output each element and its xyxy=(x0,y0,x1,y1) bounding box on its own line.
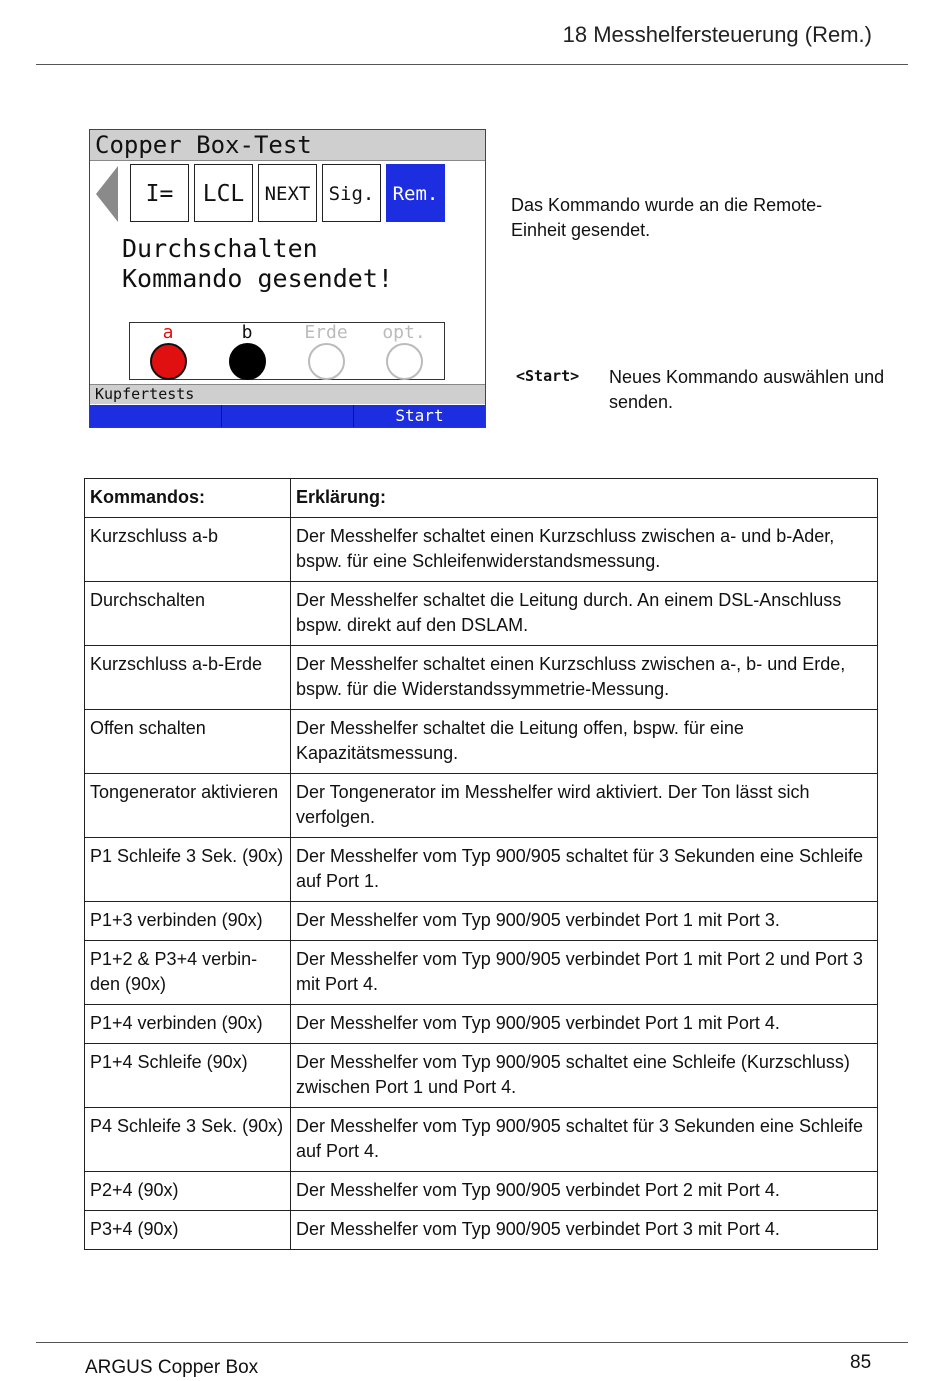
commands-table xyxy=(84,478,878,1250)
command-cell: P1+4 verbinden (90x) xyxy=(85,1005,291,1044)
footer-rule xyxy=(36,1342,908,1343)
wire-status-box xyxy=(129,322,445,380)
table-row xyxy=(85,1108,878,1172)
wire-opt xyxy=(379,323,429,380)
fkey-1[interactable] xyxy=(90,405,222,427)
explanation-cell: Der Messhelfer vom Typ 900/905 schaltet eine Schleife (Kurzschluss) zwischen Port 1 und Port 4. xyxy=(291,1044,878,1108)
explanation-cell: Der Messhelfer schaltet einen Kurzschluss zwischen a-, b- und Erde, bspw. für die Widerstandssymmetrie-Messung. xyxy=(291,646,878,710)
table-row xyxy=(85,902,878,941)
fkey-2[interactable] xyxy=(222,405,354,427)
wire-b-dot-icon xyxy=(229,343,266,380)
softkey-next[interactable]: NEXT xyxy=(258,164,317,222)
table-row xyxy=(85,774,878,838)
wire-opt-label: opt. xyxy=(382,322,426,343)
wire-a-label: a xyxy=(162,322,174,343)
wire-erde-label: Erde xyxy=(304,322,348,343)
wire-erde-dot-icon xyxy=(308,343,345,380)
message-line-2: Kommando gesendet! xyxy=(122,264,393,293)
table-row xyxy=(85,1005,878,1044)
start-key-label: <Start> xyxy=(516,367,580,385)
table-row xyxy=(85,582,878,646)
header-commands: Kommandos: xyxy=(85,479,291,518)
explanation-cell: Der Messhelfer vom Typ 900/905 verbindet Port 1 mit Port 2 und Port 3 mit Port 4. xyxy=(291,941,878,1005)
fkey-start[interactable]: Start xyxy=(395,406,444,425)
page-number: 85 xyxy=(850,1352,872,1373)
explanation-cell: Der Messhelfer vom Typ 900/905 schaltet für 3 Sekunden eine Schleife auf Port 1. xyxy=(291,838,878,902)
command-cell: P1 Schleife 3 Sek. (90x) xyxy=(85,838,291,902)
softkey-lcl[interactable]: LCL xyxy=(194,164,253,222)
explanation-cell: Der Messhelfer vom Typ 900/905 schaltet für 3 Sekunden eine Schleife auf Port 4. xyxy=(291,1108,878,1172)
explanation-cell: Der Tongenerator im Messhelfer wird aktiviert. Der Ton lässt sich verfolgen. xyxy=(291,774,878,838)
footer-product: ARGUS Copper Box xyxy=(85,1357,259,1378)
wire-erde xyxy=(301,323,351,380)
status-line: Kupfertests xyxy=(90,384,485,404)
explanation-cell: Der Messhelfer vom Typ 900/905 verbindet Port 1 mit Port 4. xyxy=(291,1005,878,1044)
arrow-left-icon[interactable] xyxy=(96,166,118,222)
table-row xyxy=(85,1211,878,1250)
command-cell: P1+4 Schleife (90x) xyxy=(85,1044,291,1108)
explanation-cell: Der Messhelfer schaltet die Leitung offen, bspw. für eine Kapazitätsmessung. xyxy=(291,710,878,774)
command-cell: Tongenerator aktivieren xyxy=(85,774,291,838)
screen-message xyxy=(122,234,393,294)
command-cell: P1+3 verbinden (90x) xyxy=(85,902,291,941)
command-cell: P4 Schleife 3 Sek. (90x) xyxy=(85,1108,291,1172)
page-header-title: 18 Messhelfersteuerung (Rem.) xyxy=(562,22,872,47)
command-cell: Offen schalten xyxy=(85,710,291,774)
wire-a-dot-icon xyxy=(150,343,187,380)
table-row xyxy=(85,838,878,902)
header-rule xyxy=(36,64,908,65)
command-cell: Kurzschluss a-b-Erde xyxy=(85,646,291,710)
explanation-cell: Der Messhelfer vom Typ 900/905 verbindet Port 3 mit Port 4. xyxy=(291,1211,878,1250)
wire-b xyxy=(222,323,272,380)
start-key-description: Neues Kommando auswählen und senden. xyxy=(609,367,885,412)
command-cell: P1+2 & P3+4 verbin-den (90x) xyxy=(85,941,291,1005)
table-row xyxy=(85,710,878,774)
screen-title: Copper Box-Test xyxy=(90,130,485,161)
screen-description: Das Kommando wurde an die Remote-Einheit gesendet. xyxy=(511,195,823,240)
function-key-bar xyxy=(90,405,485,427)
command-cell: Kurzschluss a-b xyxy=(85,518,291,582)
table-row xyxy=(85,941,878,1005)
softkey-current[interactable]: I= xyxy=(130,164,189,222)
softkey-bar xyxy=(90,164,485,224)
wire-a xyxy=(143,323,193,380)
wire-opt-dot-icon xyxy=(386,343,423,380)
table-row xyxy=(85,1172,878,1211)
command-cell: Durchschalten xyxy=(85,582,291,646)
explanation-cell: Der Messhelfer vom Typ 900/905 verbindet Port 1 mit Port 3. xyxy=(291,902,878,941)
softkey-sig[interactable]: Sig. xyxy=(322,164,381,222)
message-line-1: Durchschalten xyxy=(122,234,318,263)
softkey-rem[interactable]: Rem. xyxy=(386,164,445,222)
table-row xyxy=(85,646,878,710)
explanation-cell: Der Messhelfer schaltet die Leitung durch. An einem DSL-Anschluss bspw. direkt auf den DSLAM. xyxy=(291,582,878,646)
wire-b-label: b xyxy=(241,322,253,343)
table-header-row xyxy=(85,479,878,518)
table-row xyxy=(85,518,878,582)
header-explanation: Erklärung: xyxy=(291,479,878,518)
device-screen xyxy=(89,129,486,428)
command-cell: P3+4 (90x) xyxy=(85,1211,291,1250)
explanation-cell: Der Messhelfer schaltet einen Kurzschluss zwischen a- und b-Ader, bspw. für eine Schleifenwiderstandsmessung. xyxy=(291,518,878,582)
explanation-cell: Der Messhelfer vom Typ 900/905 verbindet Port 2 mit Port 4. xyxy=(291,1172,878,1211)
table-row xyxy=(85,1044,878,1108)
command-cell: P2+4 (90x) xyxy=(85,1172,291,1211)
